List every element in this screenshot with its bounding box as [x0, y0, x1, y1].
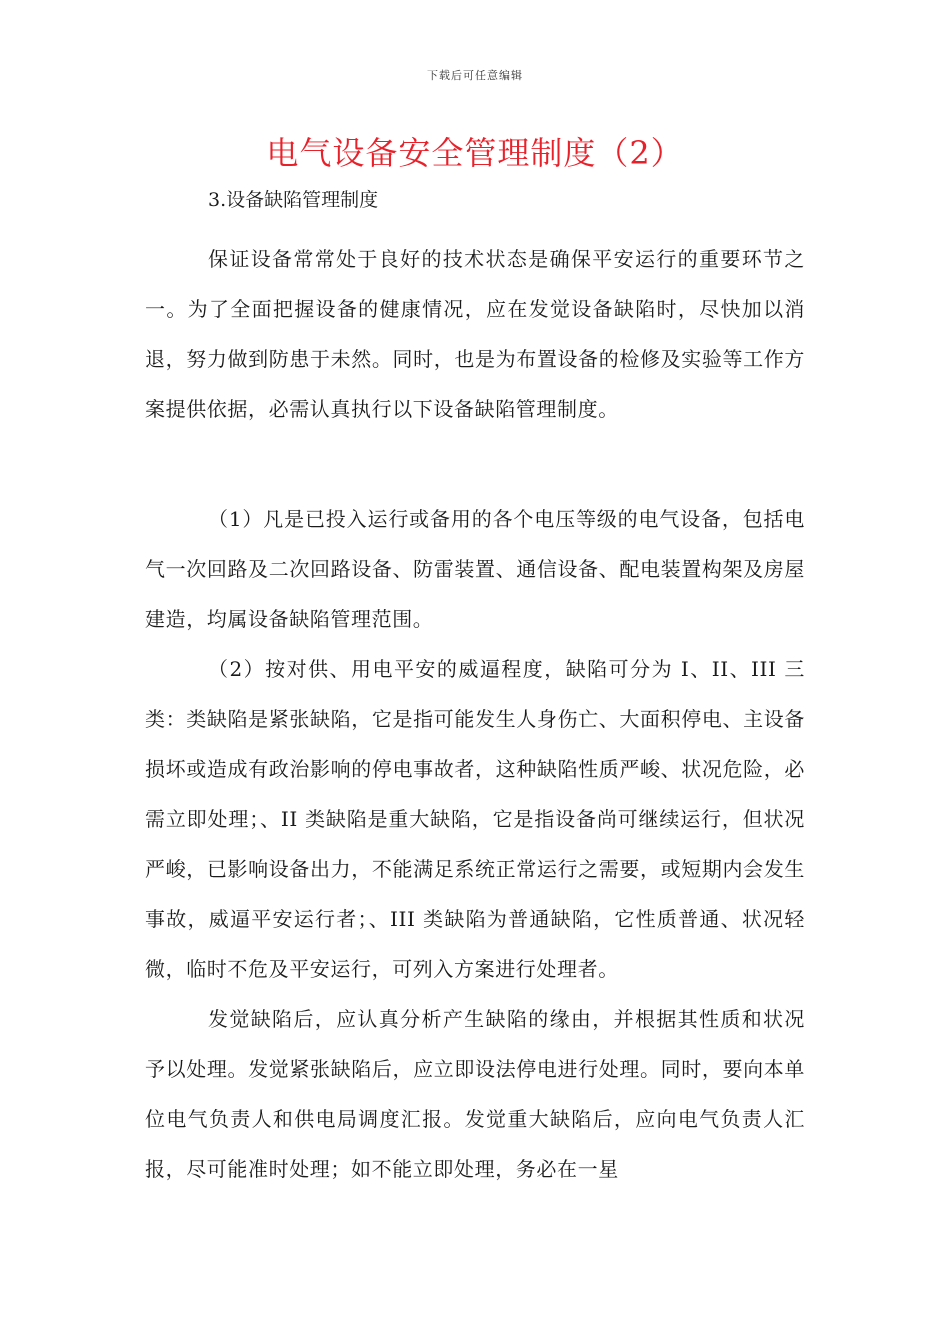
header-note: 下载后可任意编辑	[427, 69, 523, 82]
paragraph-intro: 保证设备常常处于良好的技术状态是确保平安运行的重要环节之一。为了全面把握设备的健康情况，应在发觉设备缺陷时，尽快加以消退，努力做到防患于未然。同时，也是为布置设备的检修及实验等工作方案提供依据，必需认真执行以下设备缺陷管理制度。	[145, 247, 805, 421]
paragraph-handling: 发觉缺陷后，应认真分析产生缺陷的缘由，并根据其性质和状况予以处理。发觉紧张缺陷后，应立即设法停电进行处理。同时，要向本单位电气负责人和供电局调度汇报。发觉重大缺陷后，应向电气负责人汇报，尽可能准时处理；如不能立即处理，务必在一星	[145, 1007, 805, 1181]
paragraph-item-2: （2）按对供、用电平安的威逼程度，缺陷可分为 I、II、III 三类：类缺陷是紧张缺陷，它是指可能发生人身伤亡、大面积停电、主设备损坏或造成有政治影响的停电事故者，这种缺陷性质严峻、状况危险，必需立即处理；、II 类缺陷是重大缺陷，它是指设备尚可继续运行，但状况严峻，已影响设备出力，不能满足系统正常运行之需要，或短期内会发生事故，威逼平安运行者；、III 类缺陷为普通缺陷，它性质普通、状况轻微，临时不危及平安运行，可列入方案进行处理者。	[145, 657, 805, 981]
document-title: 电气设备安全管理制度（2）	[266, 134, 684, 172]
section-heading: 3.设备缺陷管理制度	[208, 189, 379, 211]
paragraph-gap	[145, 434, 805, 494]
paragraph-item-1: （1）凡是已投入运行或备用的各个电压等级的电气设备，包括电气一次回路及二次回路设备、防雷装置、通信设备、配电装置构架及房屋建造，均属设备缺陷管理范围。	[145, 507, 805, 631]
document-body	[145, 184, 805, 1194]
